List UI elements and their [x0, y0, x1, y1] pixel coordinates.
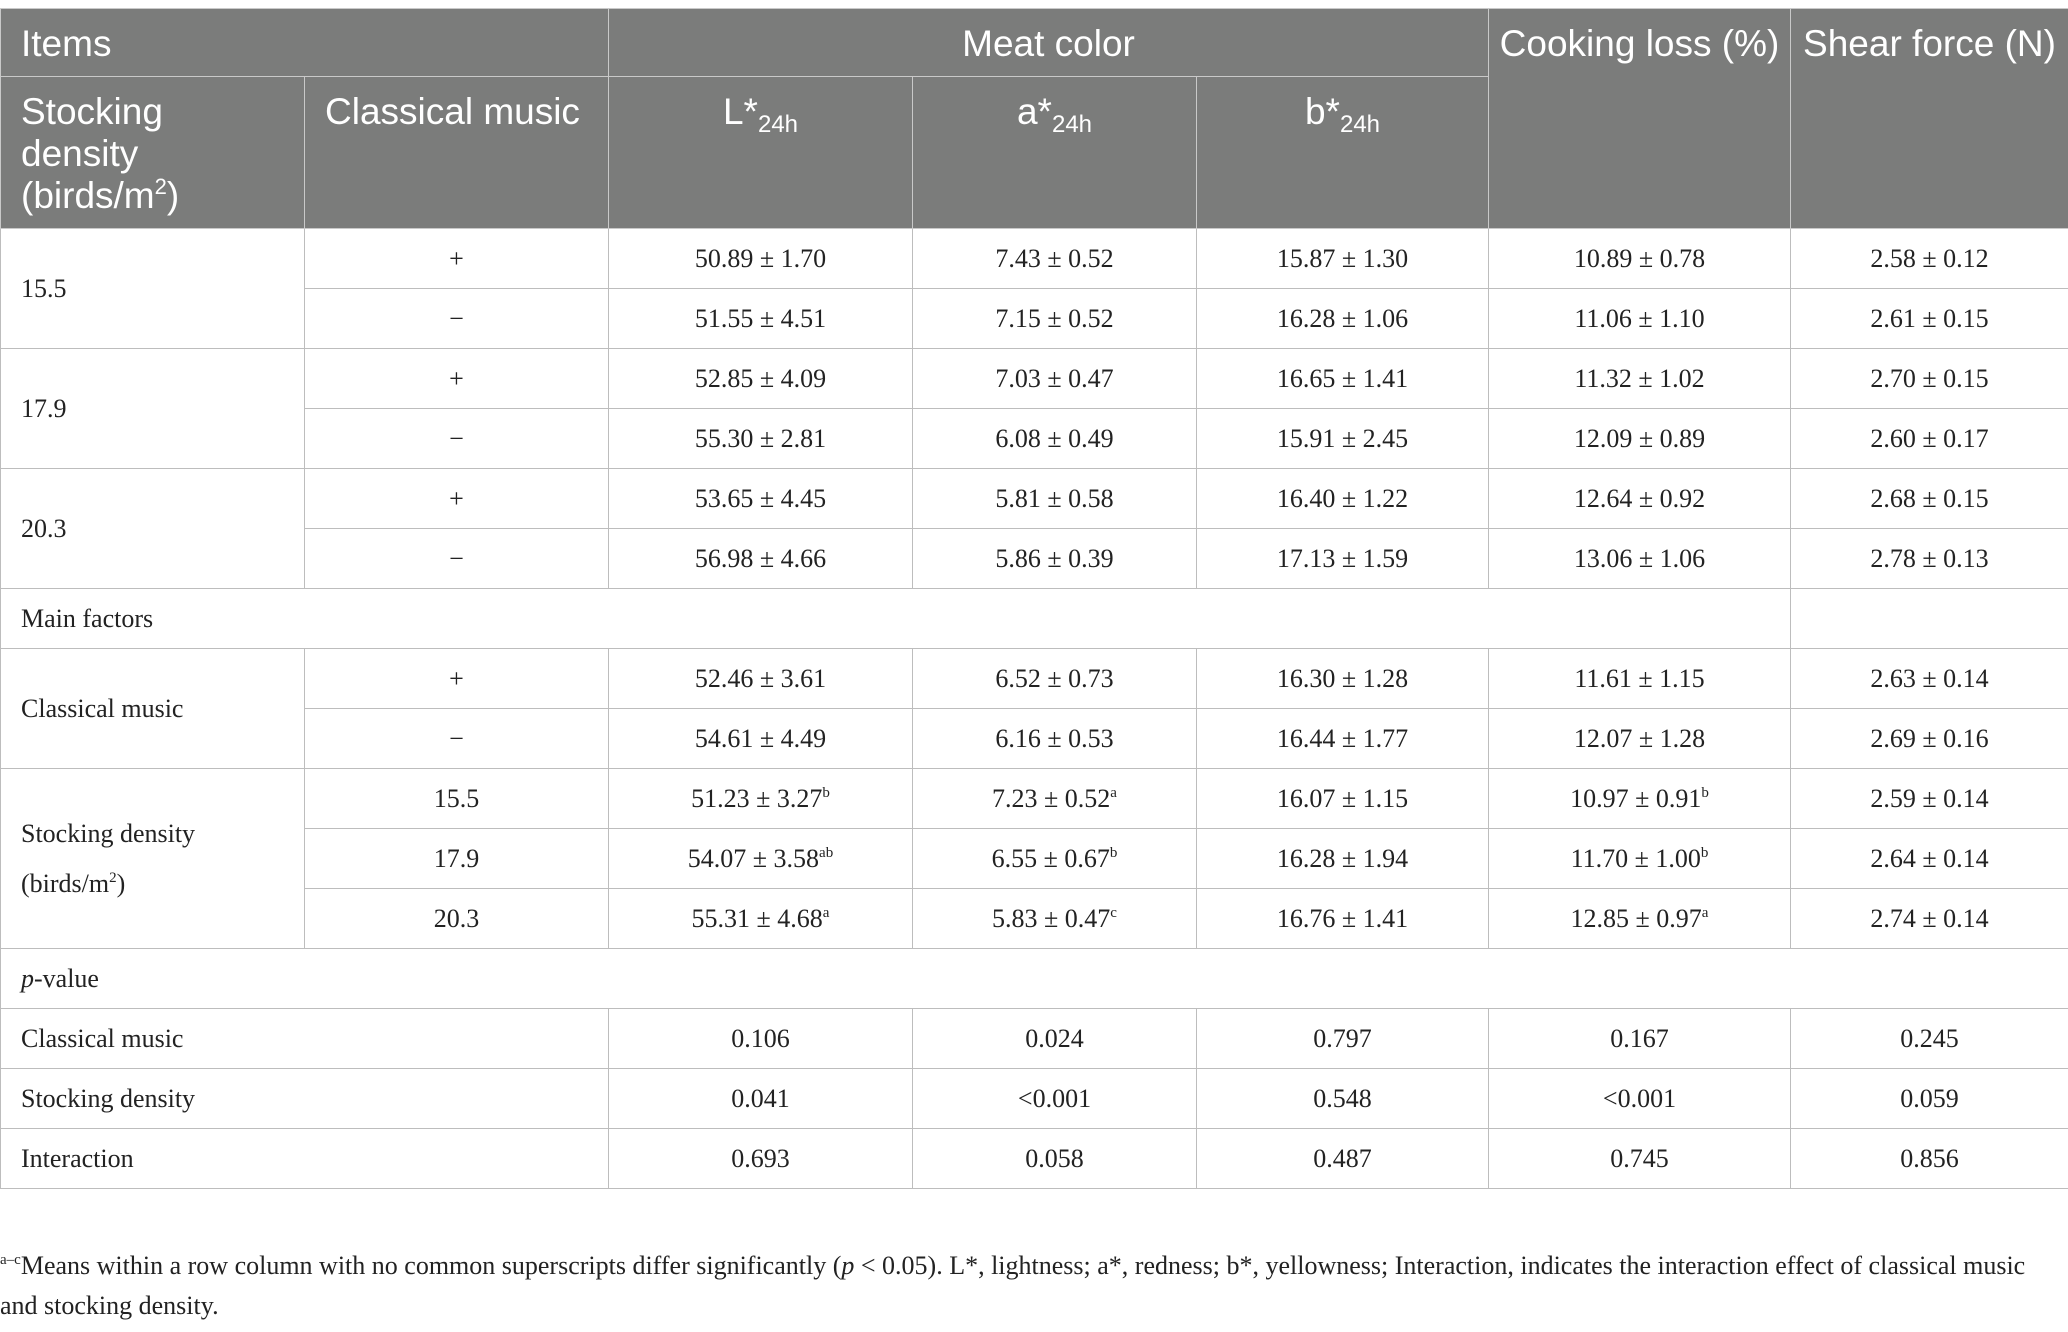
table-row: [1, 409, 2068, 469]
shear-cell: 2.74 ± 0.14: [1791, 889, 2068, 949]
section-row-main-factors: [1, 589, 2068, 649]
b-cell: 16.65 ± 1.41: [1197, 349, 1489, 409]
table-row: [1, 349, 2068, 409]
a-cell: 7.15 ± 0.52: [913, 289, 1197, 349]
cooking-cell: 11.32 ± 1.02: [1489, 349, 1791, 409]
l-cell: 56.98 ± 4.66: [609, 529, 913, 589]
header-cooking-loss: Cooking loss (%): [1489, 9, 1791, 229]
b-cell: 0.487: [1197, 1129, 1489, 1189]
l-cell: 0.693: [609, 1129, 913, 1189]
a-cell: 0.058: [913, 1129, 1197, 1189]
header-stocking-density: Stocking density $(birds/m^2)$: [1, 77, 305, 229]
shear-cell: 0.856: [1791, 1129, 2068, 1189]
table-footnote: $^{a-c}$Means within a row column with no common superscripts differ significantly (p < 0.05). L*, lightness; a*, redness; b*, yellowness; Interaction, indicates the interaction effect of classical music and stocking density.: [0, 1251, 2026, 1320]
l-cell: 0.041: [609, 1069, 913, 1129]
shear-cell: 2.63 ± 0.14: [1791, 649, 2068, 709]
b-cell: 17.13 ± 1.59: [1197, 529, 1489, 589]
b-cell: 15.87 ± 1.30: [1197, 229, 1489, 289]
shear-cell: 2.61 ± 0.15: [1791, 289, 2068, 349]
cooking-cell: 11.61 ± 1.15: [1489, 649, 1791, 709]
header-b-24h: $b*_{24h}$: [1197, 77, 1489, 229]
cooking-cell: 10.89 ± 0.78: [1489, 229, 1791, 289]
section-row-pvalue: [1, 949, 2068, 1009]
cooking-cell: 11.06 ± 1.10: [1489, 289, 1791, 349]
b-cell: 15.91 ± 2.45: [1197, 409, 1489, 469]
shear-cell: 2.58 ± 0.12: [1791, 229, 2068, 289]
music-cell: +: [305, 229, 609, 289]
table-row: [1, 769, 2068, 829]
level-cell: +: [305, 649, 609, 709]
level-cell: −: [305, 709, 609, 769]
main-factors-label: Main factors: [1, 589, 1791, 649]
cooking-cell: 10.97 ± 0.91$^b$: [1489, 769, 1791, 829]
l-cell: 52.46 ± 3.61: [609, 649, 913, 709]
empty-cell: [1791, 589, 2068, 649]
a-cell: 5.83 ± 0.47$^c$: [913, 889, 1197, 949]
b-cell: 0.797: [1197, 1009, 1489, 1069]
l-cell: 50.89 ± 1.70: [609, 229, 913, 289]
pvalue-row-label: Classical music: [1, 1009, 609, 1069]
table-row: [1, 829, 2068, 889]
b-cell: 16.44 ± 1.77: [1197, 709, 1489, 769]
level-cell: 20.3: [305, 889, 609, 949]
table-row: [1, 469, 2068, 529]
l-cell: 54.07 ± 3.58$^{ab}$: [609, 829, 913, 889]
shear-cell: 0.245: [1791, 1009, 2068, 1069]
density-cell: 17.9: [1, 349, 305, 469]
table-row: [1, 649, 2068, 709]
pvalue-row-label: Interaction: [1, 1129, 609, 1189]
shear-cell: 2.78 ± 0.13: [1791, 529, 2068, 589]
header-shear-force: Shear force (N): [1791, 9, 2068, 229]
table-row: [1, 229, 2068, 289]
b-cell: 0.548: [1197, 1069, 1489, 1129]
a-cell: 5.81 ± 0.58: [913, 469, 1197, 529]
table-row: [1, 529, 2068, 589]
table-row: [1, 889, 2068, 949]
a-cell: 6.08 ± 0.49: [913, 409, 1197, 469]
cooking-cell: 13.06 ± 1.06: [1489, 529, 1791, 589]
l-cell: 52.85 ± 4.09: [609, 349, 913, 409]
cooking-cell: 12.64 ± 0.92: [1489, 469, 1791, 529]
cooking-cell: 0.745: [1489, 1129, 1791, 1189]
pvalue-label: p-value: [1, 949, 2068, 1009]
a-cell: 7.03 ± 0.47: [913, 349, 1197, 409]
level-cell: 15.5: [305, 769, 609, 829]
table-row: [1, 1009, 2068, 1069]
music-cell: −: [305, 529, 609, 589]
shear-cell: 2.60 ± 0.17: [1791, 409, 2068, 469]
pvalue-row-label: Stocking density: [1, 1069, 609, 1129]
music-cell: +: [305, 349, 609, 409]
shear-cell: 2.69 ± 0.16: [1791, 709, 2068, 769]
shear-cell: 2.64 ± 0.14: [1791, 829, 2068, 889]
factor-stocking-density-label: Stocking density $(birds/m^2)$: [1, 769, 305, 949]
cooking-cell: 0.167: [1489, 1009, 1791, 1069]
a-cell: 0.024: [913, 1009, 1197, 1069]
density-cell: 20.3: [1, 469, 305, 589]
l-cell: 55.30 ± 2.81: [609, 409, 913, 469]
shear-cell: 0.059: [1791, 1069, 2068, 1129]
header-meat-color: Meat color: [609, 9, 1489, 77]
a-cell: 6.52 ± 0.73: [913, 649, 1197, 709]
factor-classical-music-label: Classical music: [1, 649, 305, 769]
music-cell: −: [305, 409, 609, 469]
b-cell: 16.28 ± 1.06: [1197, 289, 1489, 349]
b-cell: 16.76 ± 1.41: [1197, 889, 1489, 949]
table-row: [1, 709, 2068, 769]
b-cell: 16.40 ± 1.22: [1197, 469, 1489, 529]
header-a-24h: $a*_{24h}$: [913, 77, 1197, 229]
cooking-cell: 12.07 ± 1.28: [1489, 709, 1791, 769]
a-cell: 5.86 ± 0.39: [913, 529, 1197, 589]
b-cell: 16.07 ± 1.15: [1197, 769, 1489, 829]
b-cell: 16.28 ± 1.94: [1197, 829, 1489, 889]
cooking-cell: 11.70 ± 1.00$^b$: [1489, 829, 1791, 889]
shear-cell: 2.59 ± 0.14: [1791, 769, 2068, 829]
shear-cell: 2.70 ± 0.15: [1791, 349, 2068, 409]
cooking-cell: 12.85 ± 0.97$^a$: [1489, 889, 1791, 949]
a-cell: 7.23 ± 0.52$^a$: [913, 769, 1197, 829]
music-cell: +: [305, 469, 609, 529]
header-l-24h: $L*_{24h}$: [609, 77, 913, 229]
cooking-cell: <0.001: [1489, 1069, 1791, 1129]
l-cell: 51.23 ± 3.27$^b$: [609, 769, 913, 829]
header-items: Items: [1, 9, 609, 77]
cooking-cell: 12.09 ± 0.89: [1489, 409, 1791, 469]
header-classical-music: Classical music: [305, 77, 609, 229]
a-cell: 6.55 ± 0.67$^b$: [913, 829, 1197, 889]
level-cell: 17.9: [305, 829, 609, 889]
table-row: [1, 1129, 2068, 1189]
a-cell: <0.001: [913, 1069, 1197, 1129]
l-cell: 0.106: [609, 1009, 913, 1069]
meat-quality-table: [0, 8, 2068, 1189]
a-cell: 7.43 ± 0.52: [913, 229, 1197, 289]
l-cell: 54.61 ± 4.49: [609, 709, 913, 769]
l-cell: 55.31 ± 4.68$^a$: [609, 889, 913, 949]
l-cell: 53.65 ± 4.45: [609, 469, 913, 529]
table-row: [1, 1069, 2068, 1129]
table-row: [1, 289, 2068, 349]
l-cell: 51.55 ± 4.51: [609, 289, 913, 349]
density-cell: 15.5: [1, 229, 305, 349]
a-cell: 6.16 ± 0.53: [913, 709, 1197, 769]
music-cell: −: [305, 289, 609, 349]
shear-cell: 2.68 ± 0.15: [1791, 469, 2068, 529]
b-cell: 16.30 ± 1.28: [1197, 649, 1489, 709]
